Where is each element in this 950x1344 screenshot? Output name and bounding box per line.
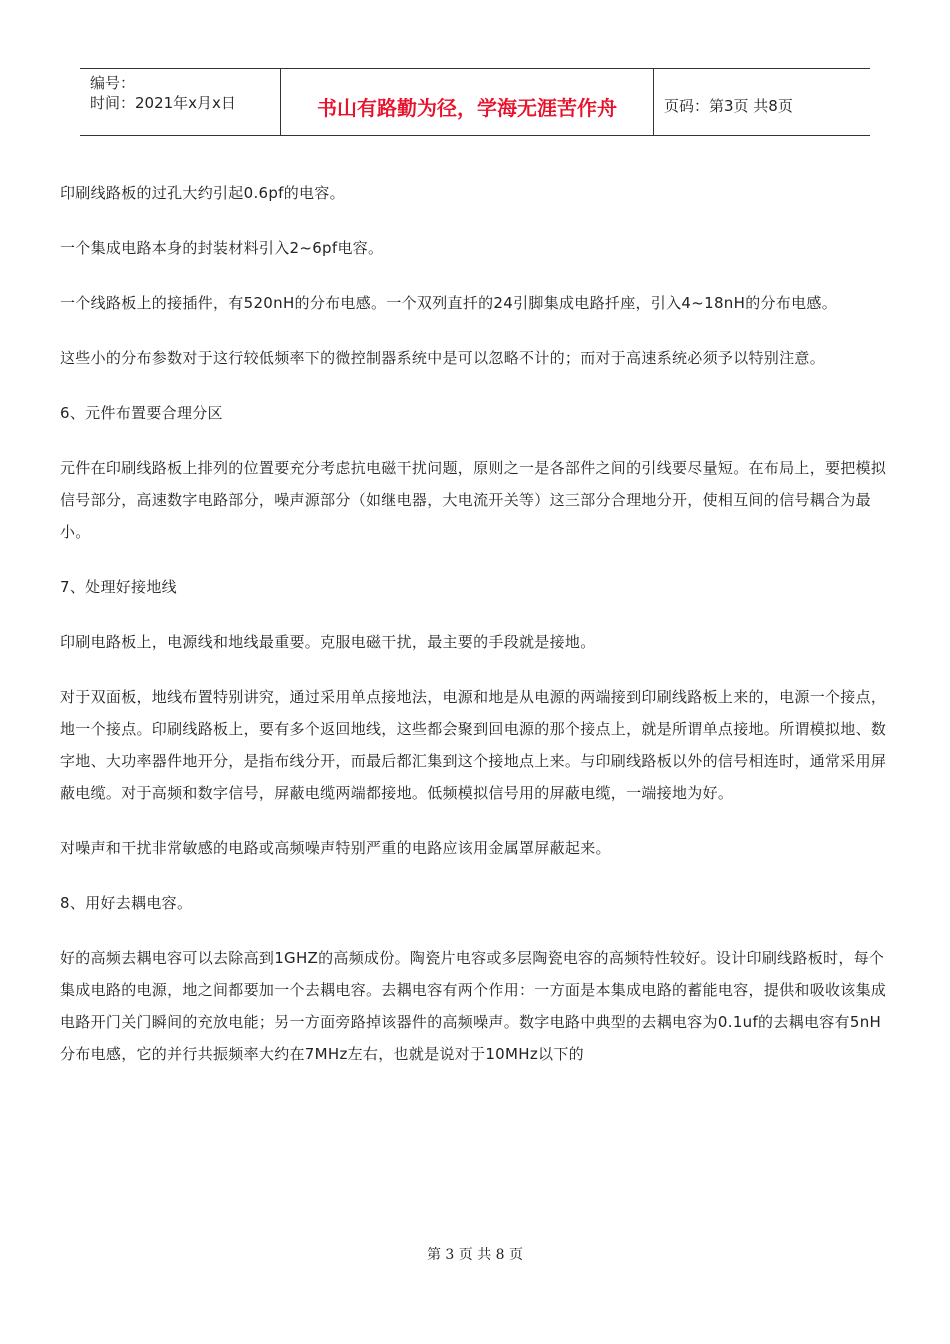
body-paragraph: 元件在印刷线路板上排列的位置要充分考虑抗电磁干扰问题，原则之一是各部件之间的引线要尽量短。在布局上，要把模拟信号部分，高速数字电路部分，噪声源部分（如继电器，大电流开关等）这三部分合理地分开，使相互间的信号耦合为最小。 xyxy=(60,459,887,541)
header-motto: 书山有路勤为径，学海无涯苦作舟 xyxy=(281,69,654,135)
page-header xyxy=(80,68,870,136)
body-paragraph: 好的高频去耦电容可以去除高到1GHZ的高频成份。陶瓷片电容或多层陶瓷电容的高频特性较好。设计印刷线路板时，每个集成电路的电源，地之间都要加一个去耦电容。去耦电容有两个作用：一方面是本集成电路的蓄能电容，提供和吸收该集成电路开门关门瞬间的充放电能；另一方面旁路掉该器件的高频噪声。数字电路中典型的去耦电容为0.1uf的去耦电容有5nH分布电感，它的并行共振频率大约在7MHz左右，也就是说对于10MHz以下的 xyxy=(60,949,887,1063)
header-meta xyxy=(80,69,281,135)
document-number-label: 编号： xyxy=(90,74,136,92)
section-heading: 7、处理好接地线 xyxy=(60,578,177,596)
document-time-label: 时间：2021年x月x日 xyxy=(90,94,236,112)
section-heading: 8、用好去耦电容。 xyxy=(60,894,193,912)
document-body xyxy=(60,177,890,1093)
section-heading: 6、元件布置要合理分区 xyxy=(60,404,223,422)
body-paragraph: 印刷线路板的过孔大约引起0.6pf的电容。 xyxy=(60,184,345,202)
body-paragraph: 一个线路板上的接插件，有520nH的分布电感。一个双列直扦的24引脚集成电路扦座，引入4~18nH的分布电感。 xyxy=(60,294,837,312)
header-page-info: 页码：第3页 共8页 xyxy=(664,96,793,115)
body-paragraph: 对于双面板，地线布置特别讲究，通过采用单点接地法，电源和地是从电源的两端接到印刷线路板上来的，电源一个接点，地一个接点。印刷线路板上，要有多个返回地线，这些都会聚到回电源的那个接点上，就是所谓单点接地。所谓模拟地、数字地、大功率器件地开分，是指布线分开，而最后都汇集到这个接地点上来。与印刷线路板以外的信号相连时，通常采用屏蔽电缆。对于高频和数字信号，屏蔽电缆两端都接地。低频模拟信号用的屏蔽电缆，一端接地为好。 xyxy=(60,688,887,802)
body-paragraph: 对噪声和干扰非常敏感的电路或高频噪声特别严重的电路应该用金属罩屏蔽起来。 xyxy=(60,839,611,857)
body-paragraph: 印刷电路板上，电源线和地线最重要。克服电磁干扰，最主要的手段就是接地。 xyxy=(60,633,596,651)
body-paragraph: 一个集成电路本身的封装材料引入2~6pf电容。 xyxy=(60,239,384,257)
page-footer: 第 3 页 共 8 页 xyxy=(426,1247,524,1263)
body-paragraph: 这些小的分布参数对于这行较低频率下的微控制器系统中是可以忽略不计的；而对于高速系统必须予以特别注意。 xyxy=(60,349,826,367)
